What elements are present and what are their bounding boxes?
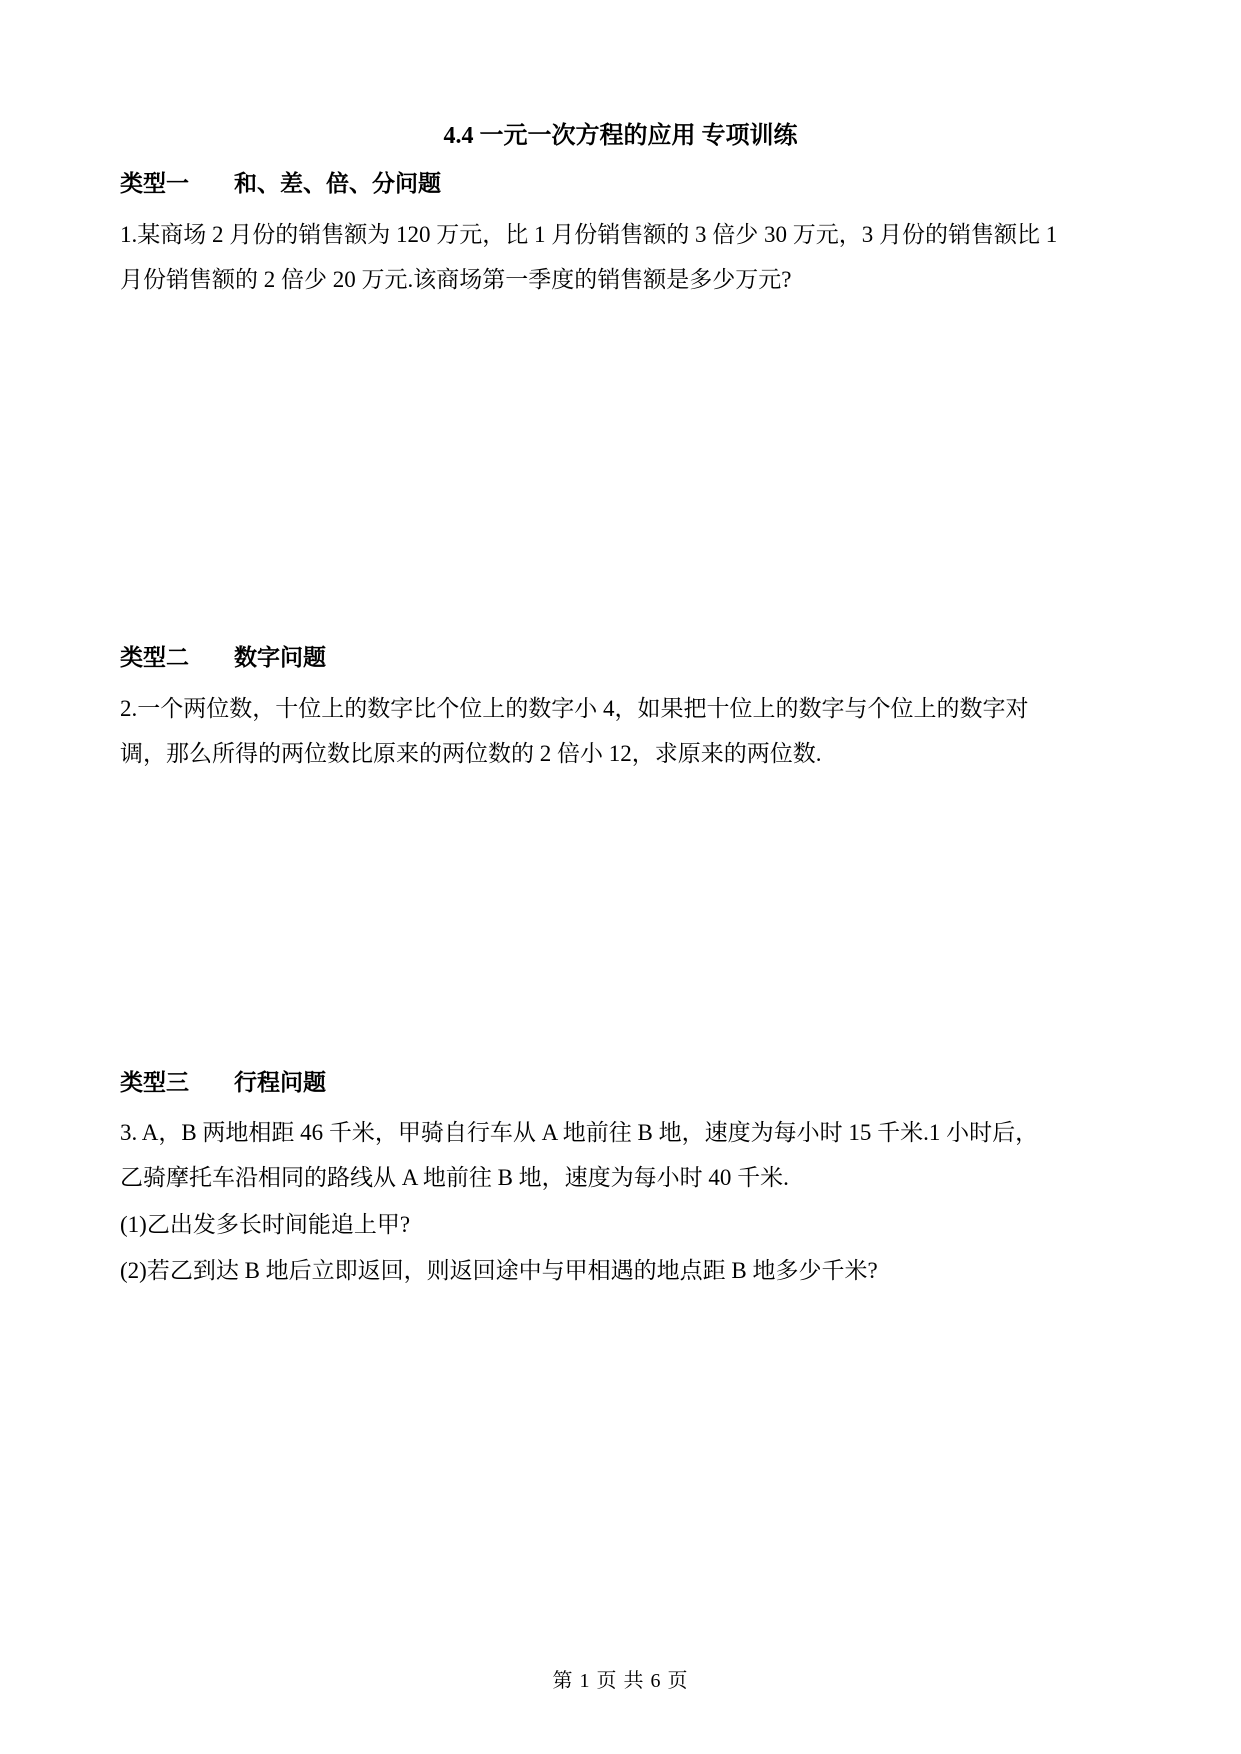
question-1-line-1: 1.某商场 2 月份的销售额为 120 万元，比 1 月份销售额的 3 倍少 30 万元，3 月份的销售额比 1: [120, 222, 1058, 247]
section-type-label: 类型二: [120, 645, 189, 670]
section-heading-1: [120, 166, 441, 202]
section-topic-label: 和、差、倍、分问题: [234, 171, 441, 196]
footer-suffix: 页: [667, 1670, 689, 1692]
question-2-line-2: 调，那么所得的两位数比原来的两位数的 2 倍小 12，求原来的两位数.: [120, 741, 822, 766]
section-topic-label: 数字问题: [234, 645, 326, 670]
question-1-line-2: 月份销售额的 2 倍少 20 万元.该商场第一季度的销售额是多少万元?: [120, 267, 792, 292]
page-title: 4.4 一元一次方程的应用 专项训练: [443, 123, 798, 149]
footer-total-pages: 6: [650, 1670, 662, 1692]
question-3-line-1: 3. A，B 两地相距 46 千米，甲骑自行车从 A 地前往 B 地，速度为每小时 15 千米.1 小时后，: [120, 1120, 1039, 1145]
page-footer: [0, 1666, 1241, 1696]
section-topic-label: 行程问题: [234, 1070, 326, 1095]
footer-middle: 页 共: [596, 1670, 645, 1692]
footer-page-number: 1: [579, 1670, 591, 1692]
section-heading-2: [120, 640, 326, 676]
section-heading-3: [120, 1065, 326, 1101]
section-type-label: 类型一: [120, 171, 189, 196]
section-type-label: 类型三: [120, 1070, 189, 1095]
question-2-line-1: 2.一个两位数，十位上的数字比个位上的数字小 4，如果把十位上的数字与个位上的数字对: [120, 696, 1029, 721]
question-3-part-2: (2)若乙到达 B 地后立即返回，则返回途中与甲相遇的地点距 B 地多少千米?: [120, 1258, 878, 1283]
question-3-part-1: (1)乙出发多长时间能追上甲?: [120, 1212, 411, 1237]
question-3-line-2: 乙骑摩托车沿相同的路线从 A 地前往 B 地，速度为每小时 40 千米.: [120, 1165, 789, 1190]
footer-prefix: 第: [552, 1670, 574, 1692]
